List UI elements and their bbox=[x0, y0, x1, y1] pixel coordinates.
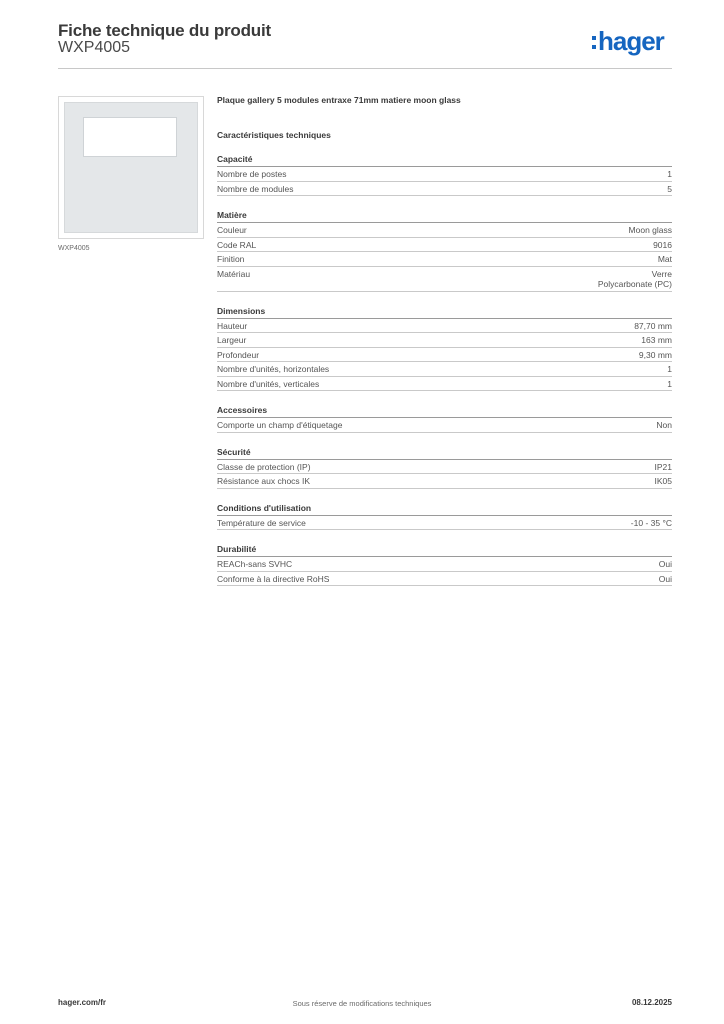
spec-heading: Caractéristiques techniques bbox=[217, 130, 331, 140]
spec-value-line: Non bbox=[656, 420, 672, 430]
spec-label: Température de service bbox=[217, 517, 306, 528]
image-caption: WXP4005 bbox=[58, 245, 90, 252]
spec-label: Résistance aux chocs IK bbox=[217, 476, 311, 486]
section-title: Dimensions bbox=[217, 306, 672, 319]
footer-disclaimer: Sous réserve de modifications techniques bbox=[292, 999, 432, 1008]
spec-value-line: IP21 bbox=[654, 461, 672, 472]
spec-value bbox=[639, 350, 672, 361]
spec-value bbox=[598, 269, 672, 290]
product-image bbox=[58, 96, 204, 239]
spec-value bbox=[667, 184, 672, 195]
spec-value-line: Moon glass bbox=[628, 225, 672, 235]
spec-label: Finition bbox=[217, 254, 245, 264]
spec-row bbox=[217, 319, 672, 334]
page-title: Fiche technique du produit bbox=[58, 21, 271, 40]
spec-value-line: Oui bbox=[658, 573, 672, 584]
spec-value-line: 1 bbox=[667, 364, 672, 374]
spec-value-line: 87,70 mm bbox=[634, 320, 672, 331]
footer-date: 08.12.2025 bbox=[631, 998, 672, 1007]
section-title: Sécurité bbox=[217, 447, 672, 460]
spec-value-line: Mat bbox=[657, 254, 672, 264]
spec-row bbox=[217, 348, 672, 363]
plate-picture bbox=[64, 102, 198, 233]
spec-value-line: 5 bbox=[667, 183, 672, 194]
spec-value bbox=[667, 169, 672, 180]
spec-value-line: 1 bbox=[667, 169, 672, 179]
spec-value bbox=[641, 335, 672, 346]
spec-value-line: Oui bbox=[658, 559, 672, 569]
spec-label: Classe de protection (IP) bbox=[217, 461, 311, 472]
logo-dots-icon bbox=[592, 36, 596, 49]
spec-label: Hauteur bbox=[217, 320, 248, 331]
spec-label: Nombre d'unités, horizontales bbox=[217, 364, 330, 374]
spec-sections bbox=[217, 154, 672, 586]
spec-label: Profondeur bbox=[217, 349, 260, 360]
spec-value bbox=[659, 559, 672, 570]
spec-value bbox=[629, 225, 672, 236]
spec-label: Couleur bbox=[217, 225, 247, 235]
spec-value-line: 9,30 mm bbox=[638, 349, 672, 360]
spec-value-line: Verre bbox=[651, 268, 672, 279]
spec-value bbox=[655, 462, 673, 473]
spec-row bbox=[217, 572, 672, 587]
spec-value bbox=[655, 476, 673, 487]
spec-value bbox=[659, 574, 672, 585]
section-title: Capacité bbox=[217, 154, 672, 167]
spec-row bbox=[217, 362, 672, 377]
spec-label: REACh-sans SVHC bbox=[217, 559, 293, 569]
spec-label: Conforme à la directive RoHS bbox=[217, 573, 330, 584]
spec-row bbox=[217, 557, 672, 572]
spec-value bbox=[658, 254, 672, 265]
spec-row bbox=[217, 460, 672, 475]
spec-value bbox=[667, 364, 672, 375]
spec-label: Comporte un champ d'étiquetage bbox=[217, 420, 343, 430]
spec-value-line: Polycarbonate (PC) bbox=[597, 279, 672, 289]
spec-value bbox=[634, 321, 672, 332]
spec-row bbox=[217, 474, 672, 489]
spec-value-line: IK05 bbox=[654, 476, 672, 486]
product-code: WXP4005 bbox=[58, 39, 131, 56]
spec-row bbox=[217, 182, 672, 197]
footer-website: hager.com/fr bbox=[58, 998, 107, 1007]
spec-label: Nombre d'unités, verticales bbox=[217, 378, 320, 389]
spec-row bbox=[217, 223, 672, 238]
spec-label: Code RAL bbox=[217, 239, 257, 250]
spec-value-line: 163 mm bbox=[641, 335, 672, 345]
section-title: Accessoires bbox=[217, 405, 672, 418]
spec-value bbox=[653, 240, 672, 251]
spec-value bbox=[631, 518, 672, 529]
section-title: Matière bbox=[217, 210, 672, 223]
spec-label: Nombre de postes bbox=[217, 169, 287, 179]
product-description: Plaque gallery 5 modules entraxe 71mm matiere moon glass bbox=[217, 95, 461, 105]
logo-text: hager bbox=[598, 26, 664, 56]
spec-row bbox=[217, 252, 672, 267]
spec-row bbox=[217, 418, 672, 433]
spec-value-line: 1 bbox=[667, 378, 672, 389]
hager-logo bbox=[592, 26, 664, 56]
spec-row bbox=[217, 238, 672, 253]
spec-row bbox=[217, 267, 672, 292]
section-title: Durabilité bbox=[217, 544, 672, 557]
spec-row bbox=[217, 333, 672, 348]
spec-value-line: 9016 bbox=[653, 239, 672, 250]
spec-value bbox=[667, 379, 672, 390]
spec-label: Nombre de modules bbox=[217, 183, 294, 194]
section-title: Conditions d'utilisation bbox=[217, 503, 672, 516]
spec-row bbox=[217, 377, 672, 392]
header-divider bbox=[58, 68, 672, 69]
plate-opening bbox=[83, 117, 177, 157]
spec-value-line: -10 - 35 °C bbox=[630, 517, 672, 528]
spec-content bbox=[217, 95, 672, 586]
spec-label: Largeur bbox=[217, 335, 247, 345]
spec-value bbox=[656, 420, 672, 431]
spec-row bbox=[217, 516, 672, 531]
spec-label: Matériau bbox=[217, 268, 251, 279]
spec-row bbox=[217, 167, 672, 182]
